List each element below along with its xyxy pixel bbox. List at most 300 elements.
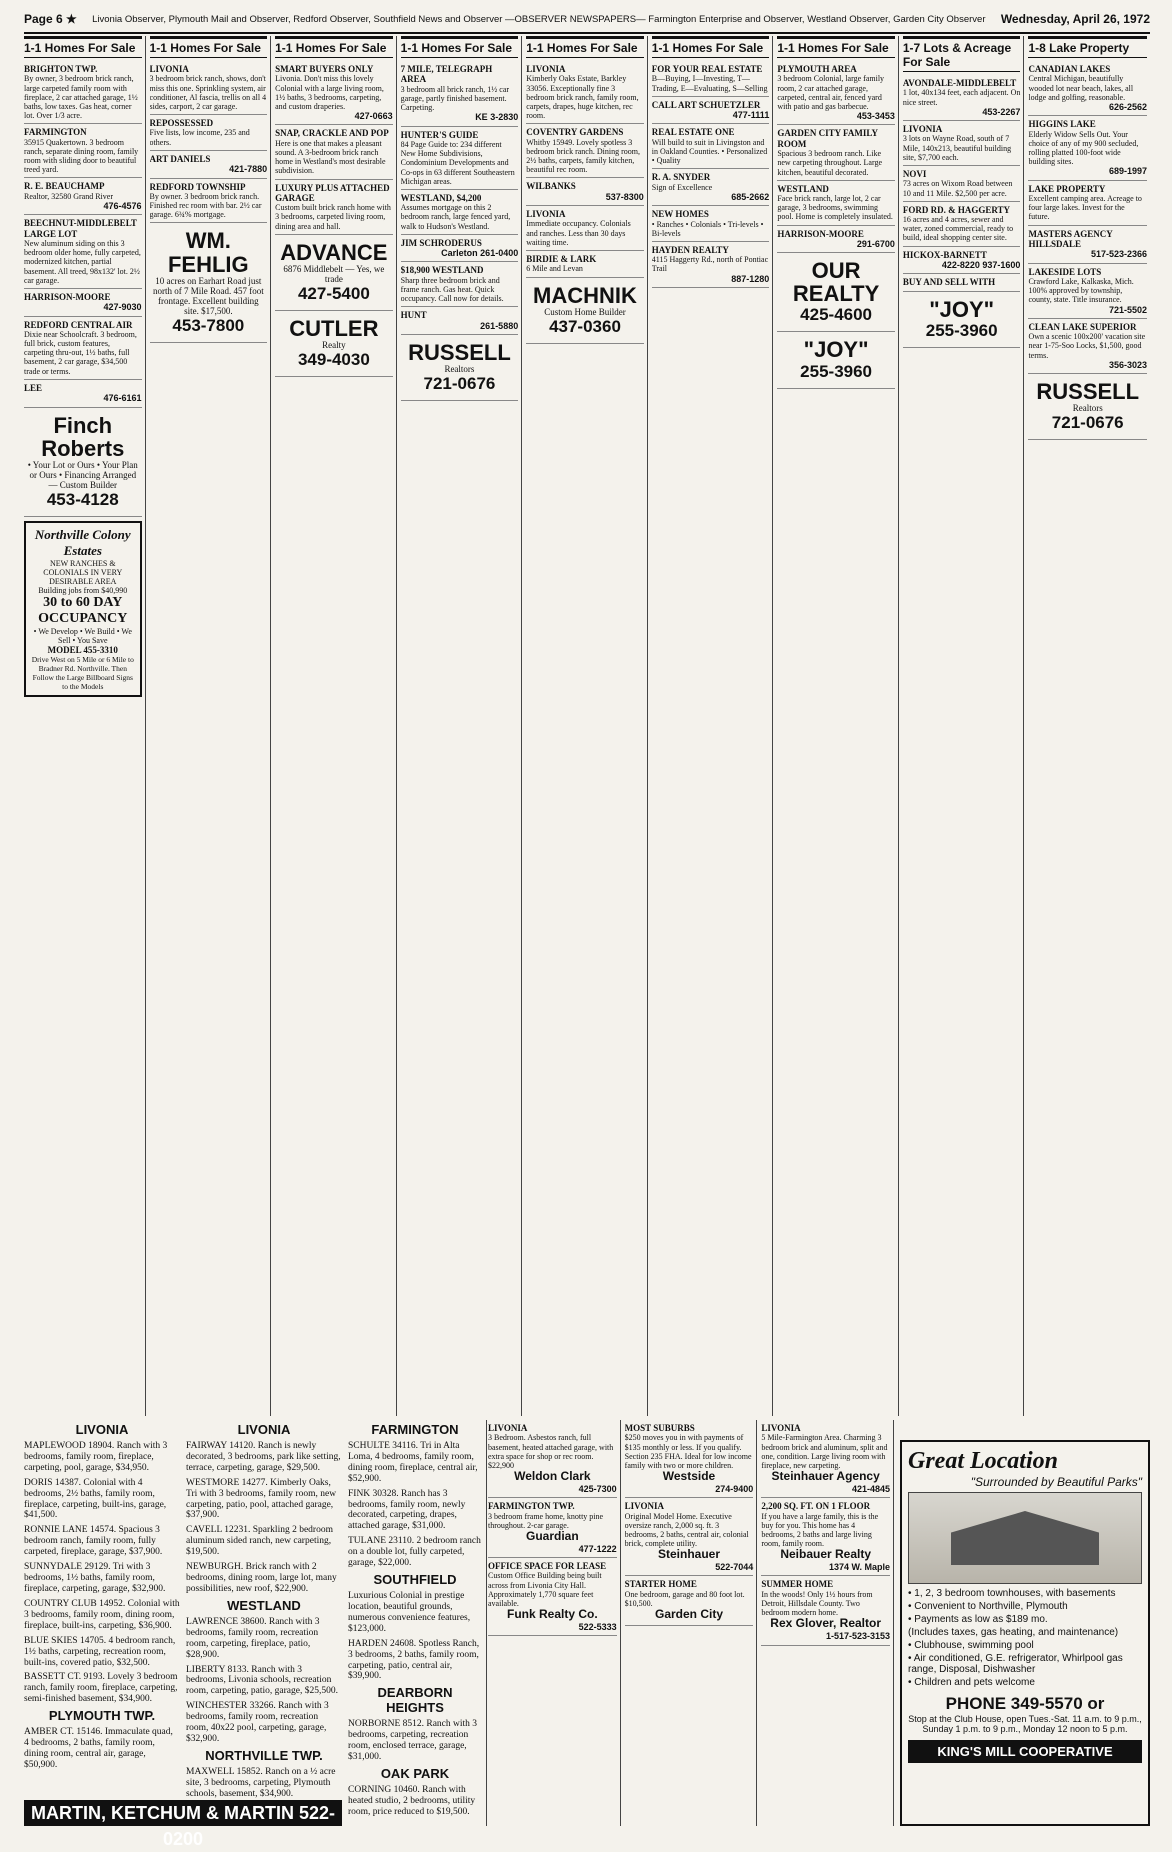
display-ad-name: CUTLER (289, 315, 379, 341)
ad-heading: OFFICE SPACE FOR LEASE (488, 1561, 607, 1572)
ad-heading: LAKESIDE LOTS (1028, 266, 1102, 277)
nc-model: MODEL 455-3310 (47, 644, 118, 655)
display-ad (903, 292, 1021, 348)
listing-col-2 (186, 1420, 342, 1826)
classified-ad (761, 1420, 890, 1498)
display-ad (401, 335, 519, 401)
ad-heading: REDFORD CENTRAL AIR (24, 319, 133, 330)
classified-ad (24, 178, 142, 215)
display-ad-text: Realty (322, 339, 346, 350)
listing-entry: LAWRENCE 38600. Ranch with 3 bedrooms, family room, recreation room, carpeting, fireplace, patio, $28,900. (186, 1616, 320, 1660)
ad-text: Dixie near Schoolcraft. 3 bedroom, full brick, custom features, carpeting thru-out, 1½ baths, full basement, 2 car garage, $34,500 trade or terms. (24, 329, 137, 376)
ad-heading: CANADIAN LAKES (1028, 64, 1111, 74)
paper-names: Livonia Observer, Plymouth Mail and Observer, Redford Observer, Southfield News and Observer —OBSERVER NEWSPAPERS— Farmington Enterprise and Observer, Westland Observer, Garden City Observer (92, 13, 986, 25)
ad-text: Own a scenic 100x200' vacation site near 1-75-Soo Locks, $1,500, good terms. (1028, 332, 1146, 360)
ad-text: Will build to suit in Livingston and in Oakland Counties. • Personalized • Quality (651, 137, 768, 166)
classified-ad (652, 97, 770, 125)
classified-ad (526, 61, 644, 124)
ad-heading: WESTLAND, $4,200 (400, 192, 482, 203)
ad-text: 3 Bedroom. Asbestos ranch, full basement, heated attached garage, with extra space for shop or rec room. $22,900 (488, 1433, 614, 1470)
ad-text: One bedroom, garage and 80 foot lot. $10,500. (624, 1589, 745, 1608)
ad-text: Spacious 3 bedroom ranch. Like new carpeting throughout. Large kitchen, beautiful decorated. (777, 149, 883, 177)
listing-entry: SUNNYDALE 29129. Tri with 3 bedrooms, 1½ baths, family room, fireplace, carpeting, garage, $32,900. (24, 1562, 166, 1594)
ad-heading: 2,200 SQ. FT. ON 1 FLOOR (761, 1501, 871, 1512)
issue-date: Wednesday, April 26, 1972 (1000, 12, 1150, 26)
ad-text: 3 bedroom all brick ranch, 1½ car garage, partly finished basement. Carpeting. (400, 84, 510, 113)
advertiser-name: Funk Realty Co. (506, 1607, 598, 1622)
ad-text: 6 Mile and Levan (526, 264, 583, 274)
ad-heading: CALL ART SCHUETZLER (651, 99, 761, 110)
ad-phone: 421-4845 (851, 1483, 890, 1494)
classified-ad (150, 179, 268, 224)
ad-text: Excellent camping area. Acreage to four large lakes. Invest for the future. (1028, 194, 1142, 222)
ad-text: 16 acres and 4 acres, sewer and water, zoned commercial, ready to build, ideal shopping center site. (902, 215, 1014, 243)
display-ad-text: • Your Lot or Ours • Your Plan or Ours • Financing Arranged — Custom Builder (27, 459, 138, 490)
ad-text: Custom Office Building being built across from Livonia City Hall. Approximately 1,770 square feet available. (488, 1571, 602, 1608)
listing-entry: DORIS 14387. Colonial with 4 bedrooms, 2½ baths, family room, fireplace, carpeting, built-ins, garage, $41,500. (24, 1477, 167, 1521)
listing-entry: NEWBURGH. Brick ranch with 2 bedrooms, dining room, large lot, many possibilities, new roof, $22,900. (186, 1562, 337, 1594)
display-ad-text: 10 acres on Earhart Road just north of 7 Mile Road. 457 foot frontage. Excellent building site. $17,500. (152, 275, 264, 316)
ad-phone: 1374 W. Maple (828, 1562, 890, 1573)
ad-text: 35915 Quakertown. 3 bedroom ranch, separate dining room, family room with sliding door to beautiful treed yard. (24, 137, 139, 175)
ad-heading: JIM SCHRODERUS (400, 237, 482, 248)
ad-heading: FARMINGTON (24, 127, 87, 138)
display-ad-name: ADVANCE (280, 239, 388, 265)
ad-text: Whitby 15949. Lovely spotless 3 bedroom brick ranch. Dining room, 2½ baths, carpets, family kitchen, beautiful rec room. (526, 137, 640, 175)
page-number: Page 6 ★ (24, 12, 77, 26)
ad-phone: 476-6161 (103, 393, 142, 404)
ad-phone: 477-1222 (578, 1543, 617, 1554)
classified-ad (526, 206, 644, 251)
advertiser-name: Weldon Clark (514, 1469, 591, 1484)
classified-column (526, 36, 648, 1416)
listing-category: OAK PARK (380, 1765, 450, 1781)
ad-heading: STARTER HOME (624, 1579, 697, 1590)
ad-phone: 537-8300 (605, 191, 644, 202)
classified-ad (652, 61, 770, 97)
ad-phone: 453-2267 (982, 106, 1021, 117)
ad-text: Immediate occupancy. Colonials and ranches. Less than 30 days waiting time. (526, 219, 631, 247)
ad-heading: MOST SUBURBS (624, 1423, 695, 1433)
ad-phone: 685-2662 (731, 191, 770, 202)
display-ad (777, 332, 895, 388)
listing-category: WESTLAND (227, 1597, 301, 1613)
classified-ad (777, 181, 895, 226)
classified-ad (24, 289, 142, 317)
advertiser-name: Westside (662, 1469, 716, 1484)
ad-heading: LIVONIA (761, 1423, 801, 1433)
ad-text: Realtor, 32580 Grand River (24, 191, 113, 201)
display-ad (1028, 374, 1147, 440)
classified-column (777, 36, 899, 1416)
ad-heading: REDFORD TOWNSHIP (149, 181, 246, 192)
section-header: 1-8 Lake Property (1028, 36, 1147, 58)
listing-entry: FINK 30328. Ranch has 3 bedrooms, family room, newly decorated, carpeting, drapes, attached garage, $31,000. (348, 1488, 466, 1532)
advertiser-name: Steinhauer (657, 1547, 720, 1562)
classified-ad (401, 127, 519, 190)
ad-text: B—Buying, I—Investing, T—Trading, E—Evaluating, S—Selling (651, 74, 768, 93)
ad-phone: 476-4576 (103, 200, 142, 211)
ad-text: 73 acres on Wixom Road between 10 and 11 Mile. $2,500 per acre. (902, 179, 1013, 198)
display-ad-text: Realtors (1072, 403, 1103, 414)
display-ad (777, 253, 895, 332)
listing-entry: BLUE SKIES 14705. 4 bedroom ranch, 1½ baths, carpeting, recreation room, built-ins, covered patio, $32,500. (24, 1635, 176, 1668)
banner-name: MARTIN, KETCHUM & MARTIN 522-0200 (31, 1803, 335, 1849)
ad-heading: LEE (24, 382, 43, 393)
ad-text: Kimberly Oaks Estate, Barkley 33056. Exceptionally fine 3 bedroom brick ranch, family room, carpets, drapes, huge kitchen, rec room. (526, 74, 639, 121)
classified-ad (401, 190, 519, 235)
ad-text: New aluminum siding on this 3 bedroom older home, fully carpeted, modernized kitchen, partial basement. All treed, 98x132' lot. 2½ car garage. (24, 238, 141, 285)
ad-heading: LIVONIA (902, 124, 943, 135)
section-header: 1-1 Homes For Sale (401, 36, 519, 58)
display-ad-phone: 255-3960 (800, 361, 873, 381)
listing-entry: AMBER CT. 15146. Immaculate quad, 4 bedrooms, 2 baths, family room, dining room, central air, garage, $50,900. (24, 1727, 173, 1770)
classified-column (1028, 36, 1150, 1416)
classified-ad (24, 124, 142, 178)
classified-ad (652, 169, 770, 206)
ad-text: 3 bedroom Colonial, large family room, 2 car attached garage, carpeted, central air, fenced yard with patio and gas barbecue. (777, 74, 885, 111)
listing-entry: WINCHESTER 33266. Ranch with 3 bedrooms, family room, recreation room, 40x22 pool, carpeting, garage, $32,900. (186, 1701, 329, 1745)
ad-heading: R. E. BEAUCHAMP (24, 181, 105, 192)
classified-ad (1028, 319, 1147, 374)
listing-col-3 (348, 1420, 487, 1826)
classified-ad (1028, 226, 1147, 264)
nc-line1: NEW RANCHES & COLONIALS IN VERY DESIRABLE AREA (43, 558, 123, 586)
ad-text: If you have a large family, this is the buy for you. This home has 4 bedrooms, 2 baths and large living room, family room. (761, 1511, 879, 1549)
nc-directions: Drive West on 5 Mile or 6 Mile to Bradner Rd. Northville. Then Follow the Large Billboard Signs to the Models (31, 654, 134, 691)
ad-text: Face brick ranch, large lot, 2 car garage, 3 bedrooms, swimming pool. Home is completely insulated. (777, 194, 893, 222)
classified-ad (401, 235, 519, 263)
ad-heading: HARRISON-MOORE (777, 228, 864, 239)
ad-text: 3 lots on Wayne Road, south of 7 Mile, 140x213, beautiful building site, $7,700 each. (902, 134, 1012, 162)
section-header: 1-7 Lots & Acreage For Sale (903, 36, 1021, 72)
nc-occupancy: 30 to 60 DAY OCCUPANCY (38, 594, 128, 626)
ad-phone: 721-5502 (1108, 304, 1147, 315)
ad-text: By owner. 3 bedroom brick ranch. Finished rec room with bar. 2½ car garage. 6¾% mortgage. (149, 191, 262, 220)
listing-entry: NORBORNE 8512. Ranch with 3 bedrooms, carpeting, recreation room, enclosed terrace, garage, $31,000. (348, 1719, 478, 1763)
ad-heading: FORD RD. & HAGGERTY (902, 204, 1011, 215)
display-ad-phone: 453-7800 (172, 315, 245, 335)
listing-entry: TULANE 23110. 2 bedroom ranch on a double lot, fully carpeted, garage, $22,000. (348, 1536, 481, 1569)
advertiser-name: Neibauer Realty (780, 1547, 872, 1562)
ad-heading: LIVONIA (624, 1501, 664, 1512)
ad-text: Here is one that makes a pleasant sound. A 3-bedroom brick ranch home in Westland's most desirable subdivision. (275, 138, 386, 176)
ad-text: Central Michigan, beautifully wooded lot near beach, lakes, all lodge and golfing, reasonable. (1028, 74, 1134, 102)
feature-item: (Includes taxes, gas heating, and maintenance) (908, 1627, 1119, 1638)
ad-heading: HUNT (400, 310, 427, 321)
ad-phone: 422-8220 937-1600 (941, 259, 1021, 270)
display-ad-name: RUSSELL (1036, 379, 1140, 405)
ad-text: 3 bedroom frame home, knotty pine throughout. 2-car garage. (488, 1511, 604, 1530)
advertiser-name: Steinhauer Agency (771, 1469, 880, 1484)
section-header: 1-1 Homes For Sale (652, 36, 770, 58)
bottom-mid-col (488, 1420, 621, 1826)
classified-ad (401, 307, 519, 335)
bottom-section (24, 1420, 1150, 1849)
ad-text: $250 moves you in with payments of $135 monthly or less. If you qualify. Section 235 FHA. Ideal for low income family with two or more children. (624, 1433, 752, 1470)
ad-phone: 522-7044 (715, 1562, 754, 1573)
classified-ad (275, 61, 393, 125)
feature-item: • 1, 2, 3 bedroom townhouses, with basements (908, 1588, 1116, 1599)
kings-mill-logo: KING'S MILL COOPERATIVE (908, 1740, 1142, 1763)
classified-ad (652, 242, 770, 288)
display-ad (275, 311, 393, 377)
display-ad (24, 408, 142, 517)
classified-ad (903, 75, 1021, 121)
classified-column (150, 36, 272, 1416)
ad-text: Sign of Excellence (651, 182, 713, 192)
ad-phone: 421-7880 (229, 164, 268, 175)
classified-ad (488, 1498, 617, 1558)
classified-ad (150, 115, 268, 151)
ad-heading: LIVONIA (149, 64, 189, 74)
classified-ad (761, 1498, 890, 1576)
ad-heading: MASTERS AGENCY HILLSDALE (1028, 228, 1113, 249)
listing-entry: RONNIE LANE 14574. Spacious 3 bedroom ranch, family room, fully carpeted, fireplace, garage, $37,900. (24, 1525, 163, 1558)
display-ad-name: RUSSELL (408, 340, 511, 366)
listing-entry: COUNTRY CLUB 14952. Colonial with 3 bedrooms, family room, dining room, fireplace, built-ins, carpeting, $36,900. (24, 1598, 180, 1631)
nc-bullets: • We Develop • We Build • We Sell • You Save (33, 626, 132, 645)
ad-phone: 291-6700 (856, 238, 895, 249)
ad-text: 3 bedroom brick ranch, shows, don't miss this one. Sprinkling system, air conditioner, Al fascia, trellis on all 4 sides, carport, 2 car garage. (149, 74, 267, 111)
ad-heading: FARMINGTON TWP. (488, 1501, 575, 1512)
display-ad-name: OUR REALTY (792, 258, 880, 307)
visit-hours: Stop at the Club House, open Tues.-Sat. 11 a.m. to 9 p.m., Sunday 1 p.m. to 9 p.m., Monday 12 noon to 5 p.m. (908, 1714, 1142, 1734)
ad-text: 5 Mile-Farmington Area. Charming 3 bedroom brick and aluminum, split and one, condition. Large living room with fireplace, new carpeting. (761, 1433, 888, 1470)
display-ad-name: "JOY" (929, 296, 995, 322)
listing-entry: LIBERTY 8133. Ranch with 3 bedrooms, Livonia schools, recreation room, carpeting, patio, garage, $25,500. (186, 1664, 338, 1697)
section-header: 1-1 Homes For Sale (777, 36, 895, 58)
listing-category: SOUTHFIELD (373, 1572, 457, 1588)
advertiser-name: Garden City (654, 1607, 723, 1622)
listing-entry: FAIRWAY 14120. Ranch is newly decorated, 3 bedrooms, park like setting, terrace, carpeting, garage, $29,500. (186, 1440, 341, 1473)
listing-category: NORTHVILLE TWP. (205, 1748, 323, 1763)
ad-text: • Ranches • Colonials • Tri-levels • Bi-levels (651, 219, 764, 238)
great-location-ad (900, 1440, 1150, 1826)
listing-entry: Luxurious Colonial in prestige location, beautiful grounds, numerous convenience features, $123,000. (348, 1591, 471, 1634)
ad-heading: LIVONIA (488, 1423, 528, 1433)
bottom-mid-ads (488, 1420, 894, 1826)
northville-colony-ad (24, 521, 142, 697)
feature-item: • Payments as low as $189 mo. (908, 1614, 1048, 1625)
listing-entry: CORNING 10460. Ranch with heated studio, 2 bedrooms, utility room, price reduced to $19,500. (348, 1784, 476, 1817)
ad-heading: LIVONIA (526, 209, 566, 220)
ad-heading: $18,900 WESTLAND (400, 265, 484, 276)
ad-heading: BRIGHTON TWP. (24, 64, 98, 74)
ad-heading: GARDEN CITY FAMILY ROOM (777, 128, 878, 149)
classified-ad (777, 226, 895, 254)
bottom-mid-col (625, 1420, 758, 1826)
display-ad-phone: 437-0360 (549, 316, 621, 336)
ad-heading: SMART BUYERS ONLY (275, 64, 374, 74)
ad-heading: HICKOX-BARNETT (902, 249, 987, 260)
ad-heading: HUNTER'S GUIDE (400, 129, 479, 140)
ad-heading: NOVI (902, 168, 927, 179)
display-ad-phone: 349-4030 (297, 349, 370, 369)
ad-heading: SUMMER HOME (761, 1579, 834, 1590)
masthead (24, 6, 1150, 34)
display-ad-name: "JOY" (803, 337, 869, 363)
display-ad-phone: 721-0676 (1051, 413, 1124, 433)
classified-ad (652, 206, 770, 242)
display-ad-phone: 427-5400 (297, 283, 370, 303)
ad-heading: HARRISON-MOORE (24, 291, 111, 302)
ad-phone: KE 3-2830 (475, 112, 519, 123)
nc-title: Northville Colony Estates (34, 526, 131, 558)
classified-ad (777, 61, 895, 125)
classified-ad (488, 1558, 617, 1636)
classified-ad (761, 1576, 890, 1645)
classified-column (652, 36, 774, 1416)
listing-entry: SCHULTE 34116. Tri in Alta Loma, 4 bedrooms, family room, dining room, fireplace, central air, $52,900. (348, 1440, 478, 1484)
classified-column (401, 36, 523, 1416)
ad-text: Five lists, low income, 235 and others. (149, 128, 250, 147)
classified-ad (625, 1498, 754, 1576)
display-ad-phone: 425-4600 (800, 305, 873, 325)
ad-phone: 261-5880 (480, 320, 519, 331)
display-ad-text: 6876 Middlebelt — Yes, we trade (283, 263, 385, 284)
ad-text: Original Model Home. Executive oversize ranch, 2,000 sq. ft. 3 bedrooms, 2 baths, central air, colonial brick, complete utility. (624, 1511, 749, 1549)
classified-ad (24, 380, 142, 408)
ad-phone: 1-517-523-3153 (825, 1631, 890, 1642)
feature-item: • Children and pets welcome (908, 1677, 1035, 1688)
ad-phone: 427-0663 (354, 111, 393, 122)
ad-text: Assumes mortgage on this 2 bedroom ranch, large fenced yard, walk to Hudson's Westland. (400, 203, 511, 231)
ad-heading: NEW HOMES (651, 209, 709, 220)
ad-text: Elderly Widow Sells Out. Your choice of any of my 900 secluded, rolling platted 100-foot wide building sites. (1028, 129, 1139, 167)
section-header: 1-1 Homes For Sale (275, 36, 393, 58)
classified-ad (526, 178, 644, 206)
listing-category: LIVONIA (75, 1422, 129, 1437)
ad-heading: HIGGINS LAKE (1028, 119, 1096, 130)
classified-ad (777, 125, 895, 180)
display-ad-name: Finch Roberts (41, 412, 125, 461)
ad-heading: BEECHNUT-MIDDLEBELT LARGE LOT (24, 218, 137, 239)
classified-ad (401, 262, 519, 307)
display-ad-name: WM. FEHLIG (167, 228, 249, 277)
ad-heading: ART DANIELS (149, 153, 211, 164)
ad-heading: 7 MILE, TELEGRAPH AREA (400, 64, 493, 85)
classified-ad (652, 124, 770, 169)
ad-heading: PLYMOUTH AREA (777, 64, 857, 74)
display-ad (275, 235, 393, 311)
bottom-mid-col (761, 1420, 894, 1826)
ad-text: By owner, 3 bedroom brick ranch, large carpeted family room with fireplace, 2 car attached garage, 1½ baths, low taxes. Gas heat, corner lot. Over 1/3 acre. (24, 74, 138, 121)
ad-text: 84 Page Guide to: 234 different New Home Subdivisions, Condominium Developments and Co-ops in 63 different Southeastern Michigan areas. (400, 139, 515, 186)
ad-phone: 477-1111 (732, 110, 770, 121)
classified-ad (1028, 61, 1147, 116)
listing-category: LIVONIA (237, 1422, 291, 1437)
listing-category: DEARBORN HEIGHTS (377, 1685, 453, 1716)
classified-columns (24, 36, 1150, 1416)
classified-ad (903, 247, 1021, 275)
display-ad-phone: 453-4128 (46, 489, 119, 509)
classified-ad (903, 274, 1021, 291)
classified-ad (526, 124, 644, 178)
ad-heading: BIRDIE & LARK (526, 253, 597, 264)
ad-heading: REAL ESTATE ONE (651, 127, 735, 138)
classified-ad (1028, 116, 1147, 180)
listing-entry: BASSETT CT. 9193. Lovely 3 bedroom ranch, family room, fireplace, carpeting, semi-finished basement, $34,900. (24, 1672, 178, 1705)
classified-ad (150, 151, 268, 179)
classified-ad (401, 61, 519, 127)
classified-ad (1028, 264, 1147, 319)
classified-ad (275, 180, 393, 235)
classified-ad (526, 251, 644, 278)
display-ad-text: Custom Home Builder (544, 306, 626, 317)
ad-phone: 887-1280 (731, 273, 770, 284)
great-location-title: Great Location (908, 1448, 1058, 1474)
ad-heading: CLEAN LAKE SUPERIOR (1028, 321, 1137, 332)
listing-entry: HARDEN 24608. Spotless Ranch, 3 bedrooms, 2 baths, family room, carpeting, patio, central air, $39,900. (348, 1638, 480, 1682)
ad-text: Livonia. Don't miss this lovely Colonial with a large living room, 1½ baths, 3 bedrooms, carpeting, and custom draperies. (275, 74, 384, 111)
ad-heading: WESTLAND (777, 183, 829, 194)
classified-column (24, 36, 146, 1416)
display-ad (150, 223, 268, 342)
listing-entry: MAPLEWOOD 18904. Ranch with 3 bedrooms, family room, fireplace, carpeting, pool, garage, $34,950. (24, 1440, 168, 1473)
ad-heading: R. A. SNYDER (651, 172, 711, 183)
classified-ad (903, 202, 1021, 247)
ad-text: 4115 Haggerty Rd., north of Pontiac Trail (651, 255, 769, 274)
classified-ad (903, 121, 1021, 166)
feature-item: • Convenient to Northville, Plymouth (908, 1601, 1068, 1612)
classified-ad (625, 1576, 754, 1626)
ad-text: Crawford Lake, Kalkaska, Mich. 100% approved by township, county, state. Title insurance. (1028, 276, 1134, 305)
ad-heading: FOR YOUR REAL ESTATE (651, 64, 763, 74)
ad-phone: 274-9400 (715, 1483, 754, 1494)
classified-ad (24, 317, 142, 380)
display-ad-phone: 721-0676 (423, 374, 496, 394)
ad-phone: 522-5333 (578, 1621, 617, 1632)
great-location-subtitle: "Surrounded by Beautiful Parks" (970, 1475, 1142, 1489)
ad-phone: 356-3023 (1108, 359, 1147, 370)
section-header: 1-1 Homes For Sale (150, 36, 268, 58)
ad-heading: REPOSSESSED (149, 118, 214, 129)
listing-col-1 (24, 1420, 180, 1826)
feature-item: • Clubhouse, swimming pool (908, 1640, 1034, 1651)
ad-heading: COVENTRY GARDENS (526, 127, 624, 138)
ad-heading: SNAP, CRACKLE AND POP (275, 128, 389, 139)
ad-heading: LUXURY PLUS ATTACHED GARAGE (275, 182, 390, 203)
ad-phone: Carleton 261-0400 (441, 248, 519, 259)
classified-column (903, 36, 1025, 1416)
feature-list (908, 1588, 1142, 1688)
ad-heading: LIVONIA (526, 64, 566, 74)
ad-text: 1 lot, 40x134 feet, each adjacent. On nice street. (902, 88, 1021, 107)
classified-column (275, 36, 397, 1416)
great-location-phone: PHONE 349-5570 or (945, 1694, 1105, 1713)
advertiser-name: Rex Glover, Realtor (770, 1616, 882, 1631)
display-ad-phone: 255-3960 (925, 320, 998, 340)
ad-phone: 689-1997 (1108, 166, 1147, 177)
classified-ad (24, 61, 142, 124)
ad-text: In the woods! Only 1½ hours from Detroit, Hillsdale County. Two bedroom modern home. (761, 1589, 873, 1618)
ad-phone: 626-2562 (1108, 101, 1147, 112)
classified-ad (903, 166, 1021, 202)
nc-line2: Building jobs from $40,990 (38, 585, 128, 595)
section-header: 1-1 Homes For Sale (526, 36, 644, 58)
listing-category: FARMINGTON (371, 1422, 459, 1437)
martin-ketchum-banner (24, 1800, 342, 1849)
ad-text: Custom built brick ranch home with 3 bedrooms, carpeted living room, dining area and hall. (275, 203, 391, 231)
classified-ad (488, 1420, 617, 1498)
ad-phone: 425-7300 (578, 1483, 617, 1494)
display-ad-text: Realtors (444, 364, 475, 375)
ad-heading: WILBANKS (526, 181, 576, 192)
ad-heading: AVONDALE-MIDDLEBELT (902, 78, 1017, 88)
ad-heading: LAKE PROPERTY (1028, 183, 1106, 194)
classified-ad (150, 61, 268, 115)
